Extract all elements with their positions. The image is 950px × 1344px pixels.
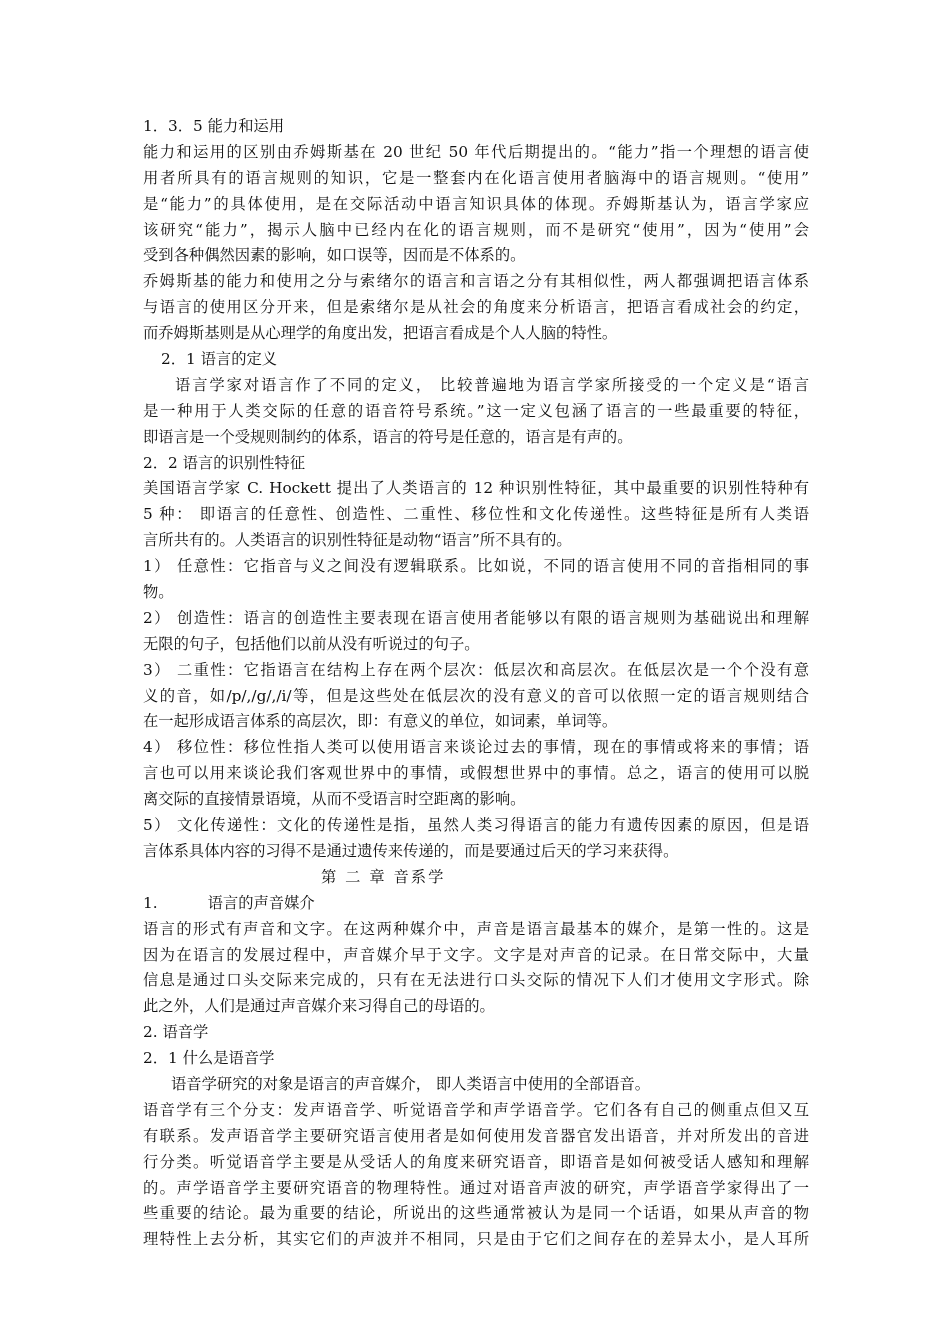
list-item-creativity: 2） 创造性：语言的创造性主要表现在语言使用者能够以有限的语言规则为基础说出和理解 无限的句子，包括他们以前从没有听说过的句子。 [143,608,809,653]
section-heading-1-3-5: 1．3．5 能力和运用 [143,117,285,135]
list-item-cultural-transmission: 5） 文化传递性：文化的传递性是指，虽然人类习得语言的能力有遗传因素的原因，但是语 言体系具体内容的习得不是通过遗传来传递的，而是要通过后天的学习来获得。 [143,816,809,860]
section-heading-what-is-phonetics: 2．1 什么是语音学 [143,1049,275,1068]
chapter-title: 第 二 章 音系学 [321,867,446,886]
paragraph-sound-medium: 语言的形式有声音和文字。在这两种媒介中，声音是语言最基本的媒介，是第一性的。这是 因为在语言的发展过程中，声音媒介早于文字。文字是对声音的记录。在日常交际中，大量 信息是通过口头交际来完成的，只有在无法进行口头交际的情况下人们才使用文字形式。除 此之外，人们是通过声音媒介来习得自己的母语的。 [143,919,809,1016]
paragraph-phonetics-branches: 语音学有三个分支：发声语音学、听觉语音学和声学语音学。它们各有自己的侧重点但又互 有联系。发声语音学主要研究语言使用者是如何使用发音器官发出语音，并对所发出的音进 行分类。听觉语音学主要是从受话人的角度来研究语音，即语音是如何被受话人感知和理解 的。声学语音学主要研究语音的物理特性。通过对语音声波的研究，声学语音学家得出了一 些重要的结论。最为重要的结论，所说出的这些通常被认为是同一个话语，如果从声音的物 理特性上去分析，其实它们的声波并不相同，只是由于它们之间存在的差异太小，是人耳所 [143,1100,809,1249]
paragraph-language-definition: 语言学家对语言作了不同的定义， 比较普遍地为语言学家所接受的一个定义是“语言 是一种用于人类交际的任意的语音符号系统。”这一定义包涵了语言的一些最重要的特征， 即语言是一个受规则制约的体系，语言的符号是任意的，语言是有声的。 [143,375,809,446]
list-item-duality: 3） 二重性：它指语言在结构上存在两个层次：低层次和高层次。在低层次是一个个没有意 义的音，如/p/,/g/,/i/等，但是这些处在低层次的没有意义的音可以依照一定的语言规则结合 在一起形成语言体系的高层次，即：有意义的单位，如词素，单词等。 [143,660,809,731]
section-heading-phonetics: 2. 语音学 [143,1023,209,1042]
paragraph-competence-performance: 能力和运用的区别由乔姆斯基在 20 世纪 50 年代后期提出的。“能力”指一个理想的语言使 用者所具有的语言规则的知识，它是一整套内在化语言使用者脑海中的语言规则。“使用” 是“能力”的具体使用，是在交际活动中语言知识具体的体现。乔姆斯基认为，语言学家应 该研究“能力”，揭示人脑中已经内在化的语言规则，而不是研究“使用”，因为“使用”会 受到各种偶然因素的影响，如口误等，因而是不体系的。 [143,142,809,265]
list-item-displacement: 4） 移位性：移位性指人类可以使用语言来谈论过去的事情，现在的事情或将来的事情；语 言也可以用来谈论我们客观世界中的事情，或假想世界中的事情。总之，语言的使用可以脱 离交际的直接情景语境，从而不受语言时空距离的影响。 [143,738,809,809]
list-item-arbitrariness: 1） 任意性：它指音与义之间没有逻辑联系。比如说，不同的语言使用不同的音指相同的事 物。 [143,557,809,602]
section-heading-2-2: 2．2 语言的识别性特征 [143,453,305,472]
paragraph-design-features: 美国语言学家 C. Hockett 提出了人类语言的 12 种识别性特征，其中最重要的识别性特种有 5 种： 即语言的任意性、创造性、二重性、移位性和文化传递性。这些特征是所有人类语 言所共有的。人类语言的识别性特征是动物“语言”所不具有的。 [143,479,809,550]
paragraph-chomsky-saussure: 乔姆斯基的能力和使用之分与索绪尔的语言和言语之分有其相似性，两人都强调把语言体系 与语言的使用区分开来，但是索绪尔是从社会的角度来分析语言，把语言看成社会的约定， 而乔姆斯基则是从心理学的角度出发，把语言看成是个人人脑的特性。 [143,272,809,343]
section-heading-2-1: 2．1 语言的定义 [161,350,278,369]
paragraph-phonetics-object: 语音学研究的对象是语言的声音媒介， 即人类语言中使用的全部语音。 [171,1074,651,1093]
document-page [143,114,809,1253]
section-heading-sound-medium: 1. 语言的声音媒介 [143,893,315,912]
